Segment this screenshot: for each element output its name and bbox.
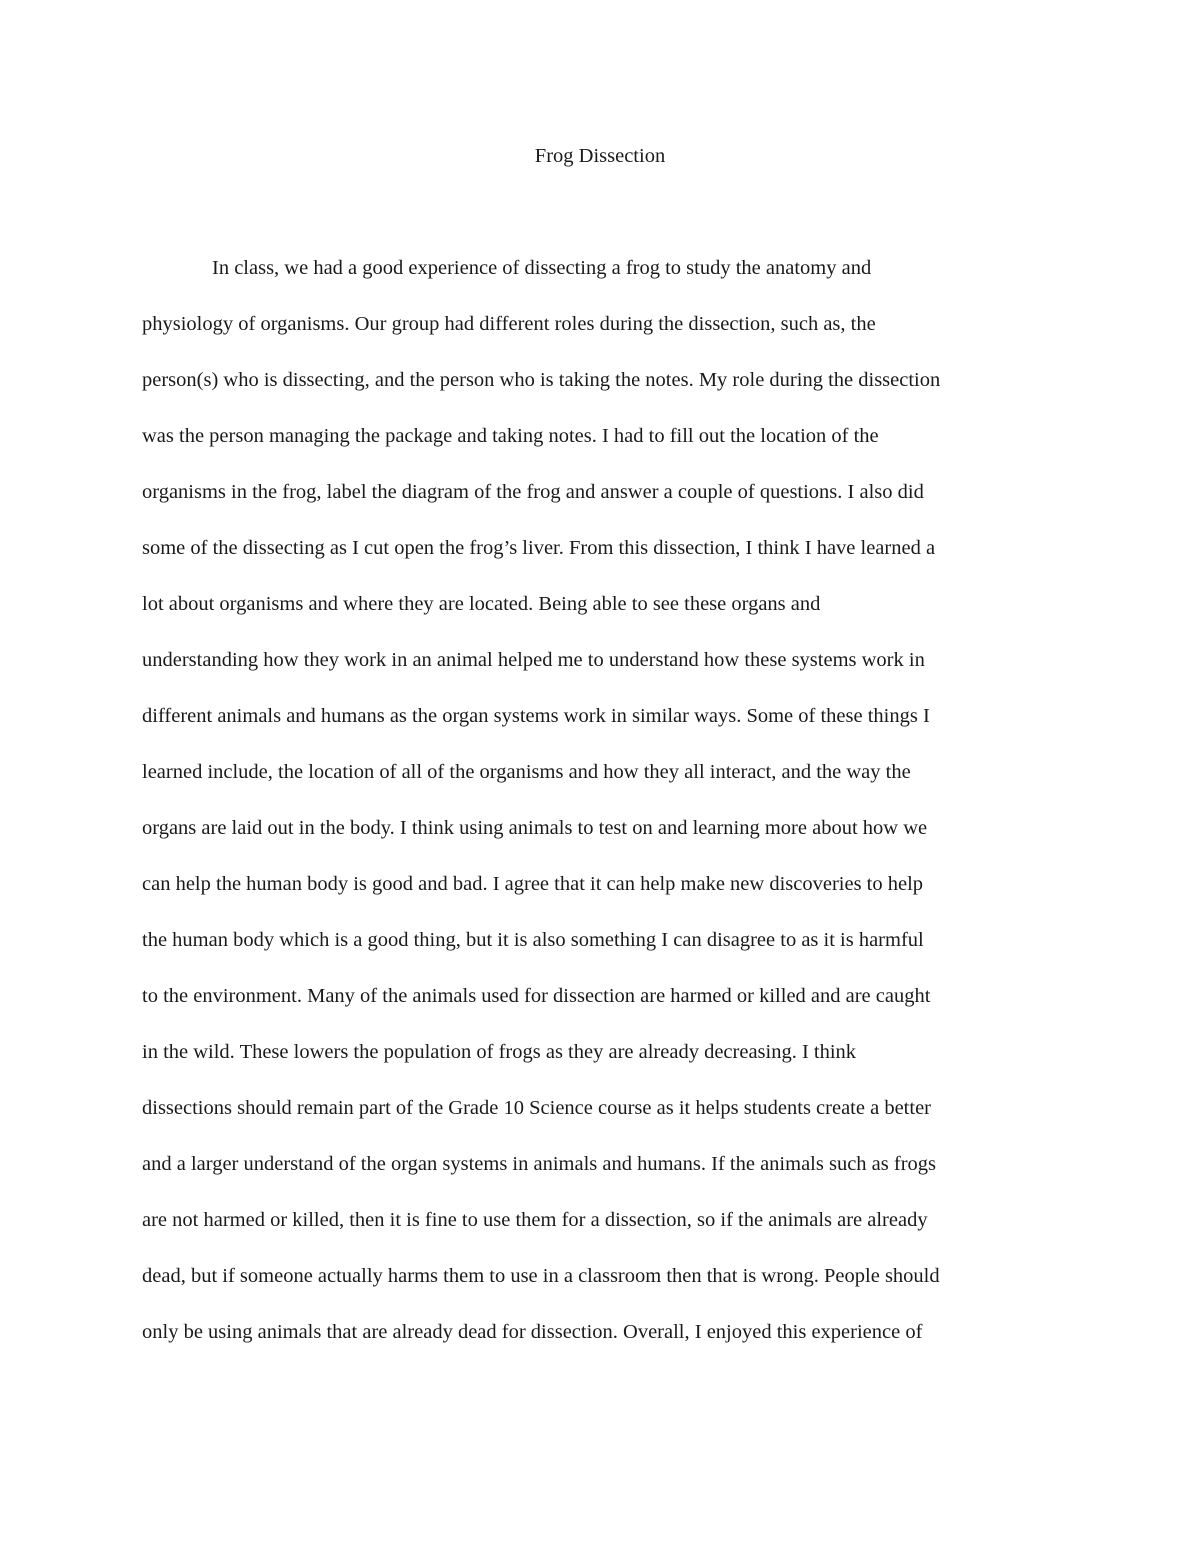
paragraph-line: was the person managing the package and taking notes. I had to fill out the location of the — [142, 425, 879, 447]
paragraph-line: physiology of organisms. Our group had different roles during the dissection, such as, the — [142, 313, 876, 335]
paragraph-line: only be using animals that are already dead for dissection. Overall, I enjoyed this experience of — [142, 1321, 923, 1343]
paragraph-line: person(s) who is dissecting, and the person who is taking the notes. My role during the dissection — [142, 369, 941, 391]
paragraph-line: can help the human body is good and bad. I agree that it can help make new discoveries to help — [142, 873, 924, 895]
paragraph-line: dissections should remain part of the Grade 10 Science course as it helps students create a better — [142, 1097, 931, 1119]
document-title: Frog Dissection — [534, 145, 666, 167]
paragraph-line: and a larger understand of the organ systems in animals and humans. If the animals such as frogs — [142, 1153, 936, 1175]
paragraph-line: in the wild. These lowers the population of frogs as they are already decreasing. I think — [142, 1041, 857, 1063]
paragraph-line: are not harmed or killed, then it is fine to use them for a dissection, so if the animals are already — [142, 1209, 928, 1231]
paragraph-line: lot about organisms and where they are located. Being able to see these organs and — [142, 593, 821, 615]
paragraph-line: to the environment. Many of the animals used for dissection are harmed or killed and are caught — [142, 985, 931, 1007]
paragraph-line: learned include, the location of all of the organisms and how they all interact, and the way the — [142, 761, 911, 783]
paragraph-line: In class, we had a good experience of dissecting a frog to study the anatomy and — [212, 257, 872, 279]
paragraph-line: dead, but if someone actually harms them to use in a classroom then that is wrong. People should — [142, 1265, 940, 1287]
paragraph-line: different animals and humans as the organ systems work in similar ways. Some of these things I — [142, 705, 930, 727]
essay-paragraph — [142, 254, 1072, 1374]
paragraph-line: organisms in the frog, label the diagram of the frog and answer a couple of questions. I also did — [142, 481, 924, 503]
paragraph-line: organs are laid out in the body. I think using animals to test on and learning more about how we — [142, 817, 928, 839]
paragraph-line: the human body which is a good thing, but it is also something I can disagree to as it is harmful — [142, 929, 924, 951]
paragraph-line: some of the dissecting as I cut open the frog’s liver. From this dissection, I think I have learned a — [142, 537, 936, 559]
paragraph-line: understanding how they work in an animal helped me to understand how these systems work in — [142, 649, 925, 671]
